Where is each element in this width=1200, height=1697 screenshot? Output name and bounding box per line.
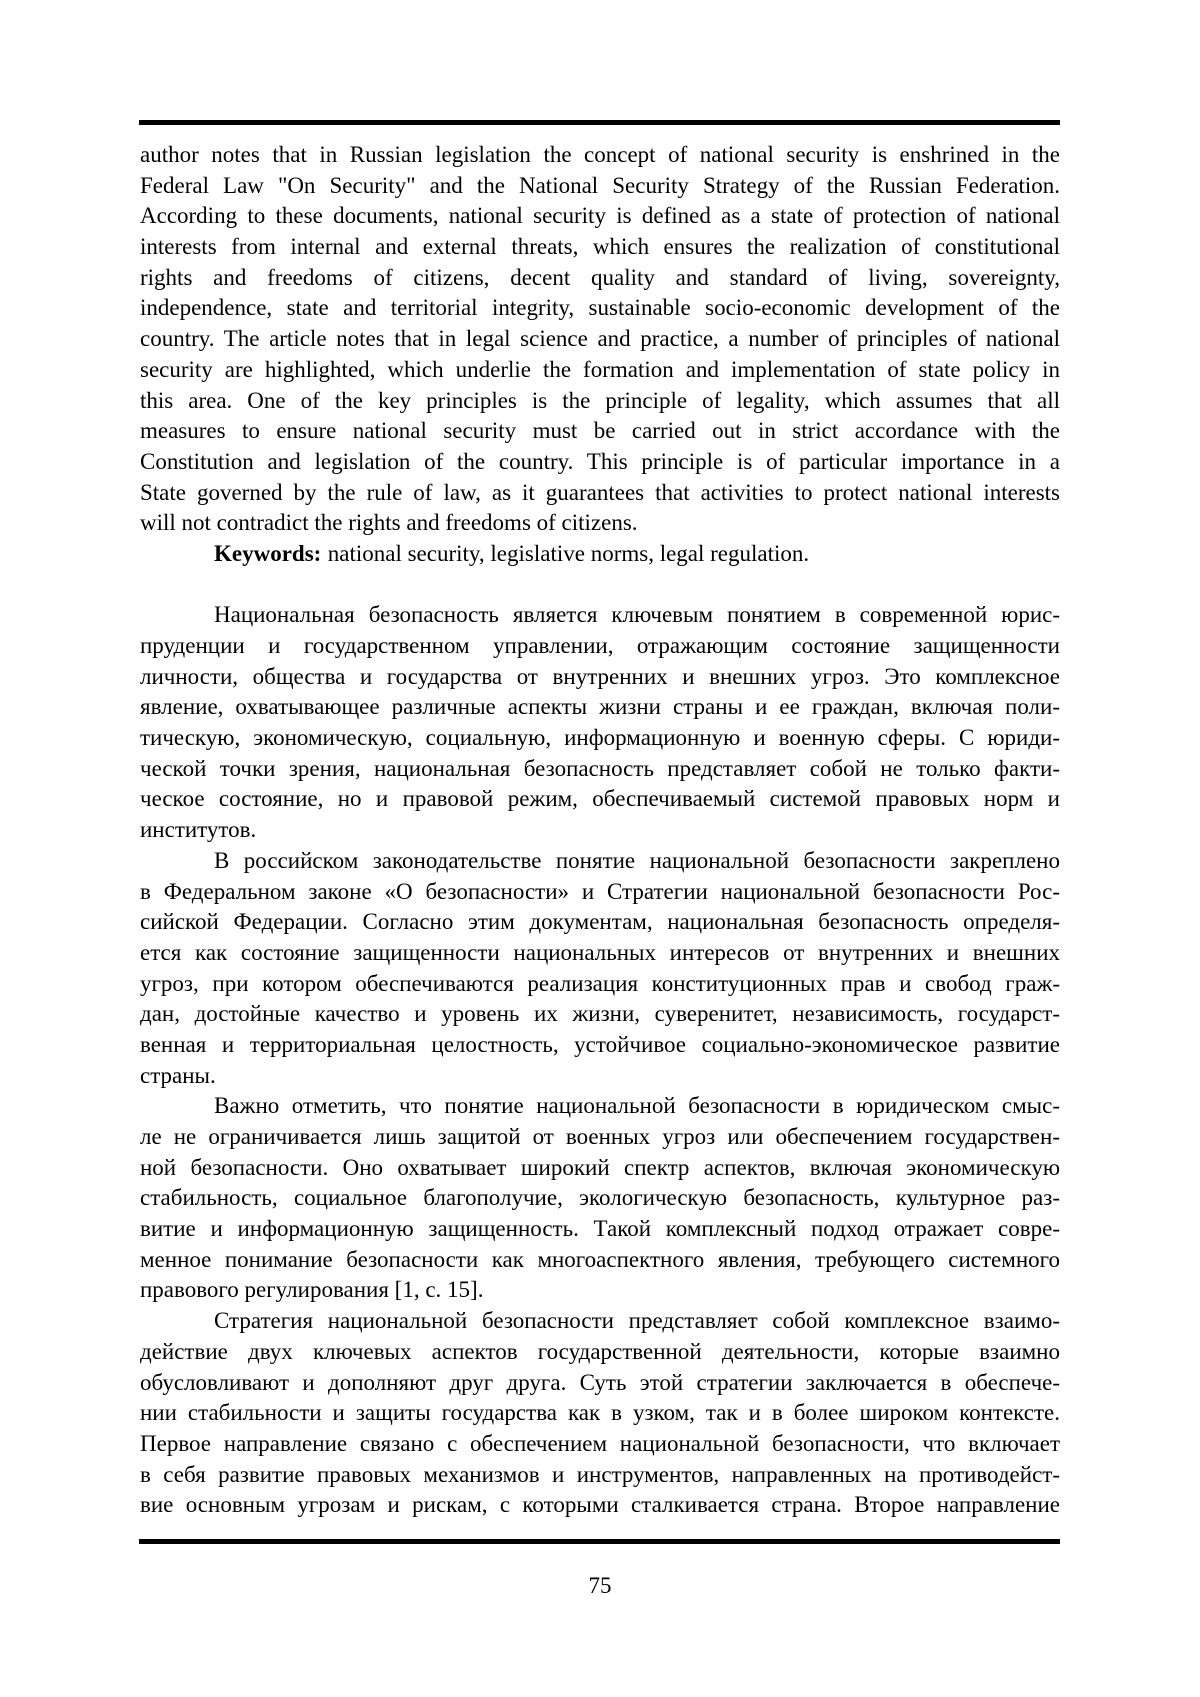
text-line: институтов.	[140, 817, 257, 843]
text-line: ной безопасности. Оно охватывает широкий спектр аспектов, включая экономическую	[140, 1154, 1060, 1180]
text-line: тическую, экономическую, социальную, информационную и военную сферы. С юриди-	[140, 725, 1060, 751]
text-line: State governed by the rule of law, as it guarantees that activities to protect national interests	[140, 479, 1060, 505]
text-line: independence, state and territorial integrity, sustainable socio-economic development of the	[140, 295, 1060, 321]
paragraph	[140, 846, 1060, 1092]
text-line: interests from internal and external threats, which ensures the realization of constitutional	[140, 234, 1060, 260]
text-line: страны.	[140, 1062, 216, 1088]
footer-rule	[139, 1539, 1060, 1544]
abstract-continuation	[140, 140, 1060, 539]
text-line: ческое состояние, но и правовой режим, обеспечиваемый системой правовых норм и	[140, 786, 1060, 812]
text-line: author notes that in Russian legislation the concept of national security is enshrined in the	[140, 142, 1060, 167]
keywords-label: Keywords:	[214, 540, 322, 566]
text-line: стабильность, социальное благополучие, экологическую безопасность, культурное раз-	[140, 1185, 1060, 1211]
text-line: Первое направление связано с обеспечением национальной безопасности, что включает	[140, 1430, 1060, 1456]
text-line: обусловливают и дополняют друг друга. Суть этой стратегии заключается в обеспече-	[140, 1369, 1060, 1395]
text-line: ле не ограничивается лишь защитой от военных угроз или обеспечением государствен-	[140, 1124, 1060, 1149]
text-line: менное понимание безопасности как многоаспектного явления, требующего системного	[140, 1246, 1060, 1272]
blank-line	[140, 570, 1060, 601]
text-line: According to these documents, national security is defined as a state of protection of national	[140, 203, 1060, 229]
text-line: витие и информационную защищенность. Такой комплексный подход отражает совре-	[140, 1216, 1060, 1242]
text-line: Constitution and legislation of the country. This principle is of particular importance in a	[140, 448, 1060, 474]
text-line: правового регулирования [1, с. 15].	[140, 1277, 484, 1303]
text-line: rights and freedoms of citizens, decent quality and standard of living, sovereignty,	[140, 264, 1060, 290]
text-line: Federal Law "On Security" and the National Security Strategy of the Russian Federation.	[140, 172, 1060, 198]
text-line: ется как состояние защищенности национальных интересов от внутренних и внешних	[140, 939, 1060, 965]
text-line: will not contradict the rights and freedoms of citizens.	[140, 510, 638, 536]
text-line: угроз, при котором обеспечиваются реализация конституционных прав и свобод граж-	[140, 970, 1060, 996]
text-line: венная и территориальная целостность, устойчивое социально-экономическое развитие	[140, 1031, 1060, 1057]
text-line: личности, общества и государства от внутренних и внешних угроз. Это комплексное	[140, 663, 1060, 689]
text-line: сийской Федерации. Согласно этим документам, национальная безопасность определя-	[140, 909, 1060, 935]
page-content	[140, 140, 1060, 1521]
text-line: Важно отметить, что понятие национальной безопасности в юридическом смыс-	[214, 1093, 1060, 1119]
text-line: вие основным угрозам и рискам, с которыми сталкивается страна. Второе направление	[140, 1492, 1060, 1518]
text-line: в Федеральном законе «О безопасности» и Стратегии национальной безопасности Рос-	[140, 878, 1060, 904]
text-line: дан, достойные качество и уровень их жизни, суверенитет, независимость, государст-	[140, 1001, 1060, 1027]
text-line: security are highlighted, which underlie the formation and implementation of state policy in	[140, 356, 1060, 382]
text-line: пруденции и государственном управлении, отражающим состояние защищенности	[140, 633, 1060, 658]
paragraph	[140, 1091, 1060, 1306]
text-line: Стратегия национальной безопасности представляет собой комплексное взаимо-	[214, 1308, 1060, 1334]
page-number: 75	[588, 1573, 612, 1598]
text-line: В российском законодательстве понятие национальной безопасности закреплено	[214, 847, 1060, 873]
keywords-line	[140, 539, 1060, 570]
text-line: measures to ensure national security must be carried out in strict accordance with the	[140, 418, 1060, 444]
text-line: country. The article notes that in legal science and practice, a number of principles of national	[140, 326, 1060, 352]
text-line: ческой точки зрения, национальная безопасность представляет собой не только факти-	[140, 755, 1060, 781]
body-paragraphs	[140, 600, 1060, 1521]
text-line: Национальная безопасность является ключевым понятием в современной юрис-	[214, 602, 1060, 628]
header-rule	[139, 120, 1060, 125]
text-line: this area. One of the key principles is the principle of legality, which assumes that all	[140, 387, 1060, 413]
text-line: нии стабильности и защиты государства как в узком, так и в более широком контексте.	[140, 1400, 1060, 1426]
keywords-text: national security, legislative norms, legal regulation.	[327, 540, 810, 566]
paragraph	[140, 600, 1060, 846]
text-line: в себя развитие правовых механизмов и инструментов, направленных на противодейст-	[140, 1461, 1060, 1487]
text-line: явление, охватывающее различные аспекты жизни страны и ее граждан, включая поли-	[140, 694, 1060, 720]
text-line: действие двух ключевых аспектов государственной деятельности, которые взаимно	[140, 1338, 1060, 1364]
paragraph	[140, 1306, 1060, 1521]
